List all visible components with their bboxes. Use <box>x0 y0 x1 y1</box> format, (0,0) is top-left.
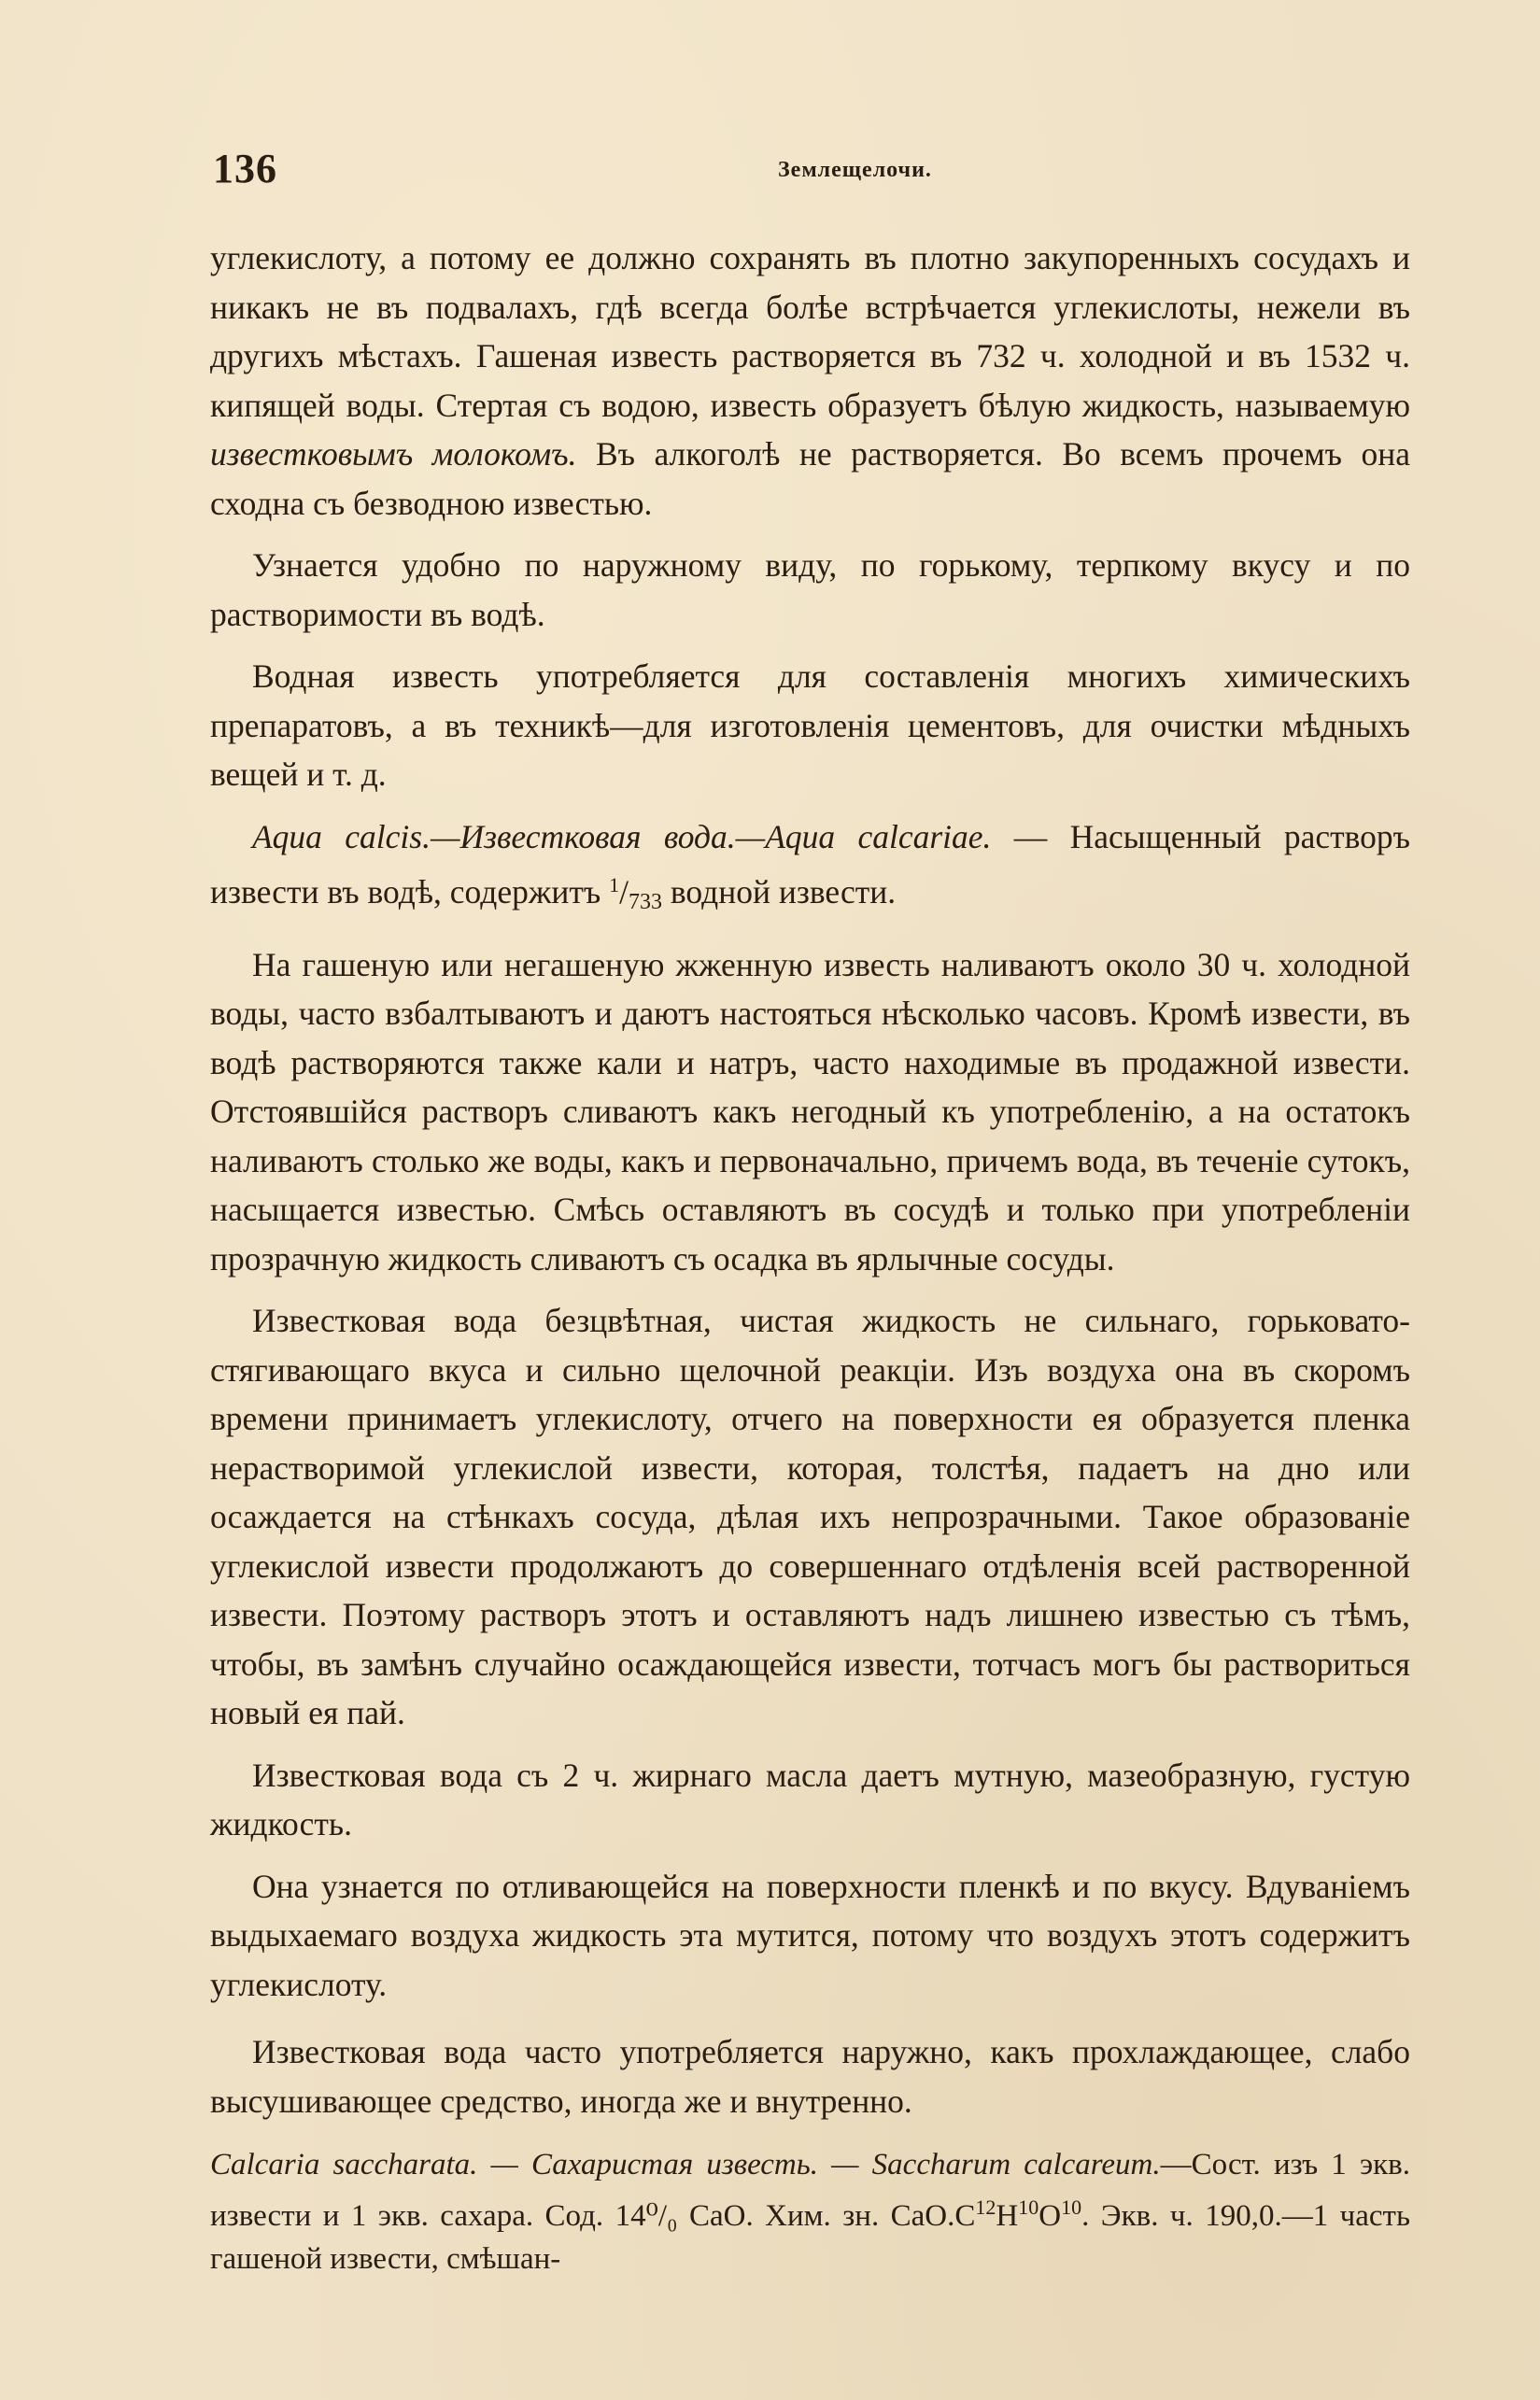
section-calcaria-saccharata <box>210 2143 1410 2280</box>
fraction-denominator: 733 <box>629 890 663 914</box>
paragraph-8: Она узнается по отливающейся на поверхности пленкѣ и по вкусу. Вдуваніемъ выдыхаемаго воздуха жидкость эта мутится, потому что воздухъ этотъ содержитъ углекислоту. <box>210 1867 1410 2003</box>
paragraph-10-heading: Calcaria saccharata. — Сахаристая известь. — Saccharum calcareum. <box>210 2148 1161 2181</box>
paragraph-7: Известковая вода съ 2 ч. жирнаго масла даетъ мутную, мазеобразную, густую жидкость. <box>210 1756 1410 1842</box>
paragraph-1-text: углекислоту, а потому ее должно сохранять въ плотно закупоренныхъ сосудахъ и никакъ не въ подвалахъ, гдѣ всегда болѣе встрѣчается углекислоты, нежели въ другихъ мѣстахъ. Гашеная известь растворяется въ 732 ч. холодной и въ 1532 ч. кипящей воды. Стертая съ водою, известь образуетъ бѣлую жидкость, называемую <box>210 239 1410 424</box>
paragraph-1 <box>210 233 1410 528</box>
paragraph-4-text: — Насыщенный растворъ извести въ водѣ, содержитъ <box>210 817 1410 911</box>
formula-o: О <box>1038 2199 1062 2233</box>
paragraph-4: Aqua calcis.—Известковая вода.—Aqua calcariae. — Насыщенный растворъ извести въ водѣ, содержитъ $^1/_{733}$ водной извести. <box>210 817 1410 914</box>
paragraph-10 <box>210 2143 1410 2280</box>
paragraph-9: Известковая вода часто употребляется наружно, какъ прохлаждающее, слабо высушивающее средство, иногда же и внутренно. <box>210 2033 1410 2120</box>
paragraph-10-text-a: —Сост. изъ 1 экв. извести и 1 экв. сахара. Сод. 14 <box>210 2148 1410 2233</box>
page-header <box>213 145 1408 201</box>
formula-h: Н <box>996 2199 1019 2233</box>
fraction-numerator: 1 <box>609 873 620 896</box>
paragraph-1-tail: Въ алкоголѣ не растворяется. Во всемъ прочемъ она сходна съ безводною известью. <box>210 435 1410 522</box>
formula-index-h: 10 <box>1018 2195 1039 2219</box>
paragraph-1-emphasis: известковымъ молокомъ. <box>210 435 577 473</box>
running-title: Землещелочи. <box>778 158 932 182</box>
body-text <box>210 233 1410 2125</box>
paragraph-10-text-b: СаО. Хим. зн. СаО.С <box>677 2199 976 2233</box>
formula-index-c: 12 <box>975 2195 996 2219</box>
formula-index-o: 10 <box>1061 2195 1082 2219</box>
paragraph-4-heading: Aqua calcis.—Известковая вода.—Aqua calcariae. <box>252 817 992 855</box>
page-number: 136 <box>213 146 277 191</box>
paragraph-2: Узнается удобно по наружному виду, по горькому, терпкому вкусу и по растворимости въ водѣ. <box>210 546 1410 633</box>
percent-sign: ⁰/₀ <box>645 2199 678 2233</box>
paragraph-10-text-e: . Экв. ч. 190,0.—1 часть гашеной извести, смѣшан- <box>210 2199 1411 2276</box>
paragraph-5: На гашеную или негашеную жженную известь наливаютъ около 30 ч. холодной воды, часто взбалтываютъ и даютъ настояться нѣсколько часовъ. Кромѣ извести, въ водѣ растворяются также кали и натръ, часто находимые въ продажной извести. Отстоявшійся растворъ сливаютъ какъ негодный къ употребленію, а на остатокъ наливаютъ столько же воды, какъ и первоначально, причемъ вода, въ теченіе сутокъ, насыщается известью. Смѣсь оставляютъ въ сосудѣ и только при употребленіи прозрачную жидкость сливаютъ съ осадка въ ярлычные сосуды. <box>210 945 1410 1278</box>
paragraph-3: Водная известь употребляется для составленія многихъ химическихъ препаратовъ, а въ техникѣ—для изготовленія цементовъ, для очистки мѣдныхъ вещей и т. д. <box>210 657 1410 793</box>
paragraph-4-tail: водной извести. <box>662 873 897 911</box>
paragraph-6: Известковая вода безцвѣтная, чистая жидкость не сильнаго, горьковато-стягивающаго вкуса и сильно щелочной реакціи. Изъ воздуха она въ скоромъ времени принимаетъ углекислоту, отчего на поверхности ея образуется пленка нерастворимой углекислой извести, которая, толстѣя, падаетъ на дно или осаждается на стѣнкахъ сосуда, дѣлая ихъ непрозрачными. Такое образованіе углекислой извести продолжаютъ до совершеннаго отдѣленія всей растворенной извести. Поэтому растворъ этотъ и оставляютъ надъ лишнею известью съ тѣмъ, чтобы, въ замѣнъ случайно осаждающейся извести, тотчасъ могъ бы раствориться новый ея пай. <box>210 1302 1410 1731</box>
